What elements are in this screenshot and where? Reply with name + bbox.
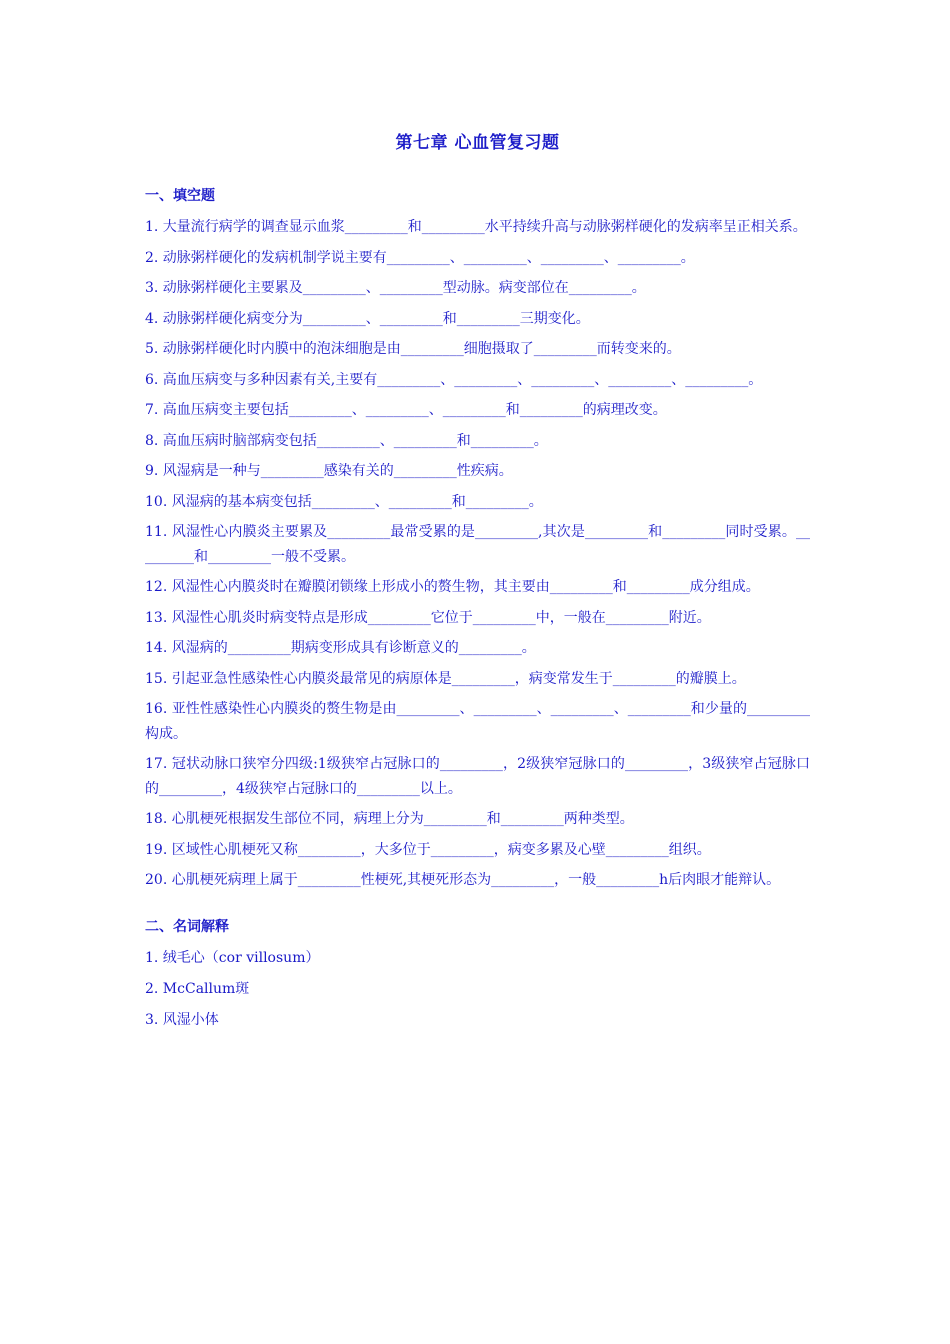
- question-item: 4. 动脉粥样硬化病变分为_________、_________和_________三期变化。: [145, 310, 590, 327]
- section-heading-fill-in: 一、填空题: [145, 188, 215, 204]
- document-page: [145, 128, 810, 1039]
- question-item: 6. 高血压病变与多种因素有关,主要有_________、_________、_________、_________、_________。: [145, 371, 763, 388]
- question-item: 12. 风湿性心内膜炎时在瓣膜闭锁缘上形成小的赘生物，其主要由_________和_________成分组成。: [145, 579, 760, 595]
- question-item: 13. 风湿性心肌炎时病变特点是形成_________它位于_________中，一般在_________附近。: [145, 609, 711, 626]
- question-item: 3. 动脉粥样硬化主要累及_________、_________型动脉。病变部位在_________。: [145, 280, 646, 296]
- question-item: 7. 高血压病变主要包括_________、_________、_________和_________的病理改变。: [145, 402, 667, 418]
- question-item: 8. 高血压病时脑部病变包括_________、_________和_________。: [145, 432, 548, 449]
- question-item: 19. 区域性心肌梗死又称_________，大多位于_________，病变多累及心壁_________组织。: [145, 841, 711, 858]
- question-item: 16. 亚性性感染性心内膜炎的赘生物是由_________、_________、_________、_________和少量的_________构成。: [145, 701, 810, 742]
- question-item: 14. 风湿病的_________期病变形成具有诊断意义的_________。: [145, 640, 536, 656]
- question-item: 1. 大量流行病学的调查显示血浆_________和_________水平持续升高与动脉粥样硬化的发病率呈正相关系。: [145, 219, 807, 235]
- question-item: 11. 风湿性心内膜炎主要累及_________最常受累的是_________,其次是_________和_________同时受累。_________和_________一般不受累。: [145, 524, 810, 565]
- term-item: 3. 风湿小体: [145, 1011, 219, 1028]
- question-item: 2. 动脉粥样硬化的发病机制学说主要有_________、_________、_________、_________。: [145, 249, 695, 266]
- question-item: 9. 风湿病是一种与_________感染有关的_________性疾病。: [145, 463, 513, 479]
- question-item: 20. 心肌梗死病理上属于_________性梗死,其梗死形态为_________，一般_________h后肉眼才能辩认。: [145, 872, 781, 888]
- page-title: 第七章 心血管复习题: [395, 133, 560, 153]
- term-item: 2. McCallum斑: [145, 980, 250, 997]
- section-heading-terms: 二、名词解释: [145, 918, 229, 935]
- question-item: 5. 动脉粥样硬化时内膜中的泡沫细胞是由_________细胞摄取了_________而转变来的。: [145, 341, 681, 357]
- question-item: 17. 冠状动脉口狭窄分四级:1级狭窄占冠脉口的_________，2级狭窄冠脉口的_________，3级狭窄占冠脉口的_________，4级狭窄占冠脉口的_________以上。: [145, 756, 810, 797]
- question-item: 15. 引起亚急性感染性心内膜炎最常见的病原体是_________，病变常发生于_________的瓣膜上。: [145, 670, 746, 687]
- question-item: 10. 风湿病的基本病变包括_________、_________和_________。: [145, 493, 543, 510]
- term-item: 1. 绒毛心（cor villosum）: [145, 949, 320, 966]
- question-item: 18. 心肌梗死根据发生部位不同，病理上分为_________和_________两种类型。: [145, 811, 634, 827]
